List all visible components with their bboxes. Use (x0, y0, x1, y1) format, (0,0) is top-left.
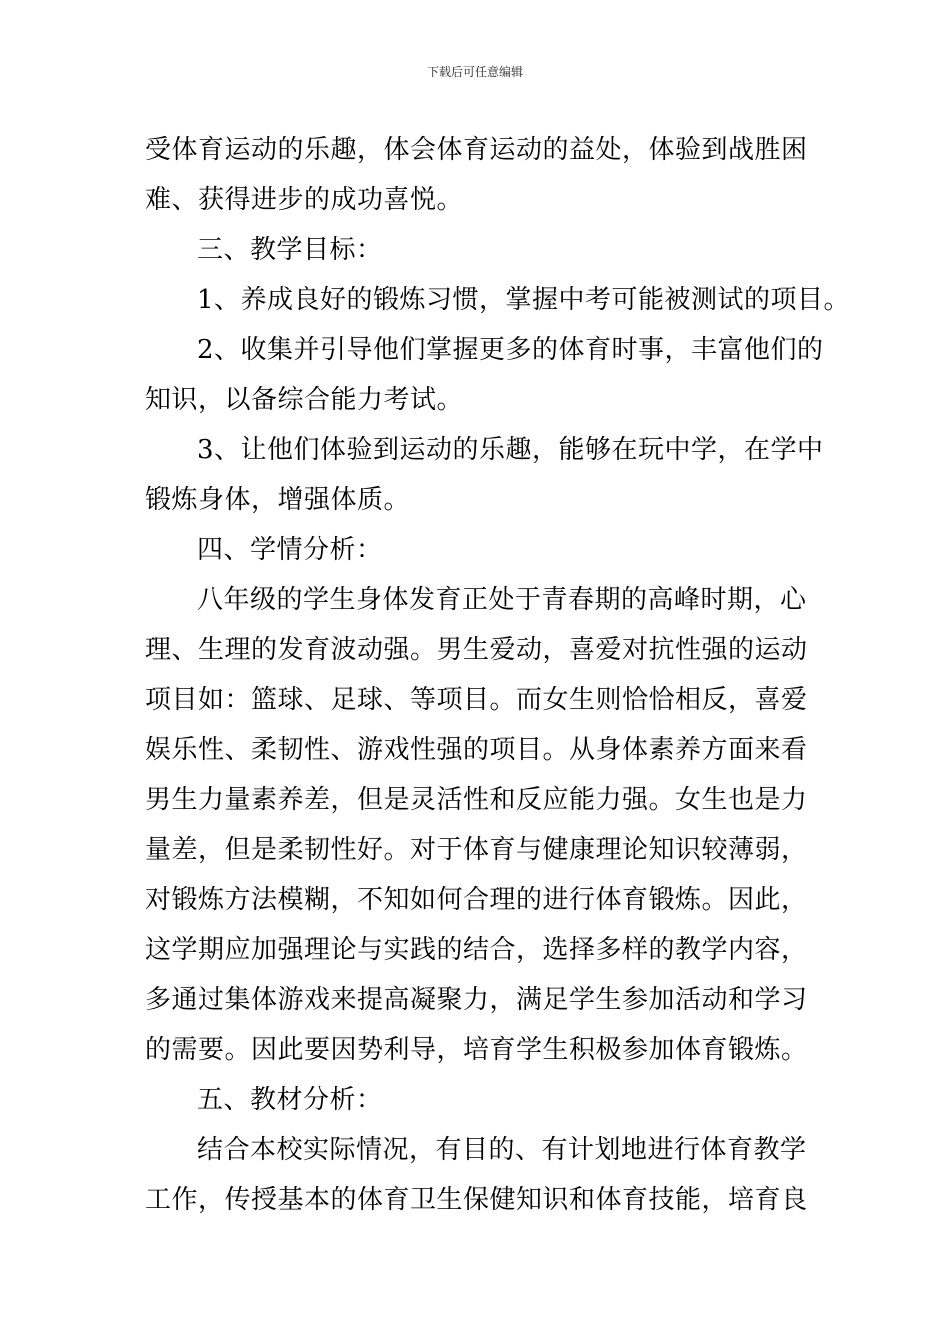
text-line: 2、收集并引导他们掌握更多的体育时事，丰富他们的 (197, 335, 824, 365)
text-line: 娱乐性、柔韧性、游戏性强的项目。从身体素养方面来看 (145, 735, 808, 765)
text-line: 难、获得进步的成功喜悦。 (145, 185, 464, 215)
page-header: 下载后可任意编辑 (426, 65, 523, 79)
text-line: 1、养成良好的锻炼习惯，掌握中考可能被测试的项目。 (197, 285, 851, 315)
text-line: 八年级的学生身体发育正处于青春期的高峰时期，心 (197, 585, 807, 615)
section-heading: 五、教材分析： (197, 1085, 383, 1115)
text-line: 工作，传授基本的体育卫生保健知识和体育技能，培育良 (145, 1185, 808, 1215)
text-line: 3、让他们体验到运动的乐趣，能够在玩中学，在学中 (197, 435, 824, 465)
text-line: 男生力量素养差，但是灵活性和反应能力强。女生也是力 (145, 785, 808, 815)
text-line: 多通过集体游戏来提高凝聚力，满足学生参加活动和学习 (145, 985, 808, 1015)
text-line: 量差，但是柔韧性好。对于体育与健康理论知识较薄弱， (145, 835, 808, 865)
text-line: 结合本校实际情况，有目的、有计划地进行体育教学 (197, 1135, 807, 1165)
text-line: 受体育运动的乐趣，体会体育运动的益处，体验到战胜困 (145, 135, 808, 165)
document-body (145, 125, 851, 1225)
text-line: 项目如：篮球、足球、等项目。而女生则恰恰相反，喜爱 (145, 685, 808, 715)
text-line: 知识，以备综合能力考试。 (145, 385, 464, 415)
text-line: 理、生理的发育波动强。男生爱动，喜爱对抗性强的运动 (145, 635, 808, 665)
text-line: 锻炼身体，增强体质。 (145, 485, 411, 515)
text-line: 的需要。因此要因势利导，培育学生积极参加体育锻炼。 (145, 1035, 808, 1065)
section-heading: 三、教学目标： (197, 235, 383, 265)
text-line: 这学期应加强理论与实践的结合，选择多样的教学内容， (145, 935, 808, 965)
text-line: 对锻炼方法模糊，不知如何合理的进行体育锻炼。因此， (145, 885, 808, 915)
section-heading: 四、学情分析： (197, 535, 383, 565)
